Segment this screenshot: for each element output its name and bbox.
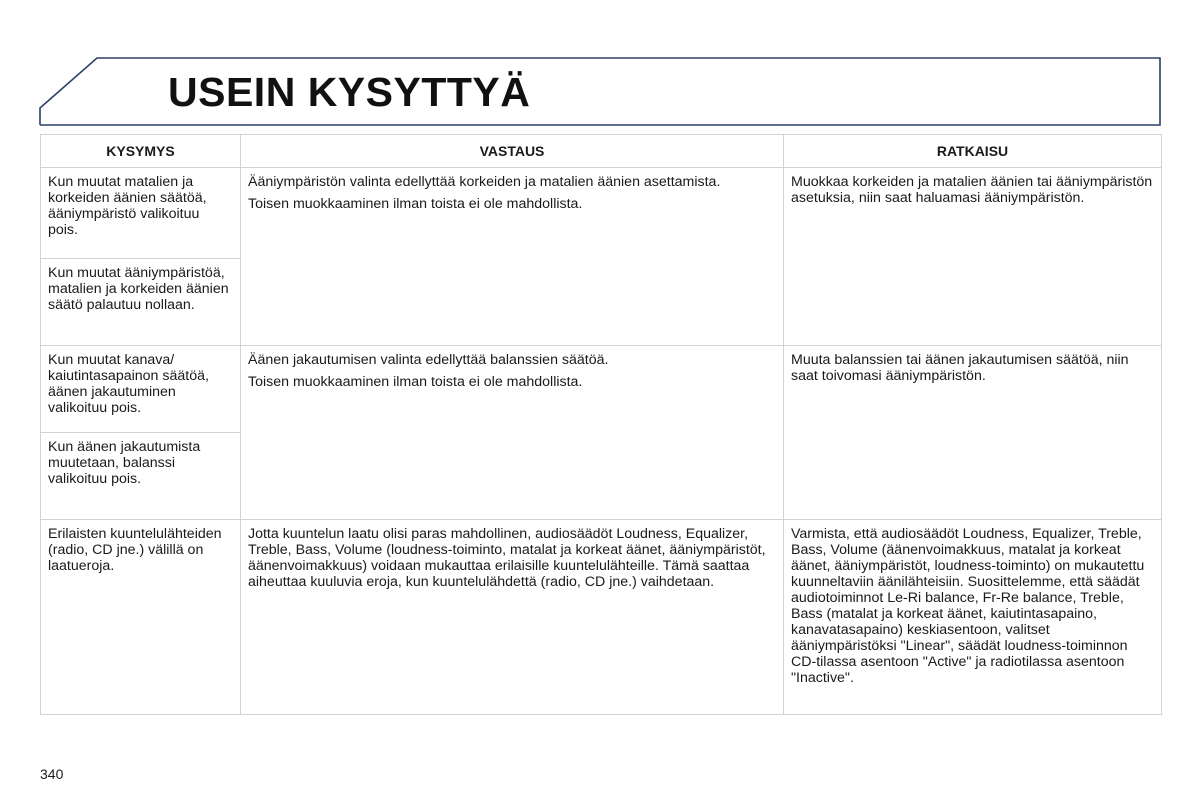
question-cell xyxy=(41,433,241,520)
table-row xyxy=(41,168,1162,259)
question-text: Kun äänen jakautumista muutetaan, balanssi valikoituu pois. xyxy=(48,439,201,487)
question-cell xyxy=(41,520,241,715)
question-text: Kun muutat kanava/ kaiutintasapainon säätöä, äänen jakautuminen valikoituu pois. xyxy=(48,352,209,416)
solution-text: Varmista, että audiosäädöt Loudness, Equalizer, Treble, Bass, Volume (äänenvoimakkuus, matalat ja korkeat äänet, ääniympäristöt, loudness-toiminto) on mukautettu kuunneltaviin äänilähteisiin. Suosittelemme, että säädät audiotoiminnot Le-Ri balance, Fr-Re balance, Treble, Bass (matalat ja korkeat äänet, kaiutintasapaino, kanavatasapaino) keskiasentoon, valitset ääniympäristöksi "Linear", säädät loudness-toiminnon CD-tilassa asentoon "Active" ja radiotilassa asentoon "Inactive". xyxy=(791,526,1145,686)
answer-cell xyxy=(241,520,784,715)
question-text: Erilaisten kuuntelulähteiden (radio, CD jne.) välillä on laatueroja. xyxy=(48,526,222,574)
answer-text: Toisen muokkaaminen ilman toista ei ole mahdollista. xyxy=(248,374,583,390)
question-text: Kun muutat matalien ja korkeiden äänien säätöä, ääniympäristö valikoituu pois. xyxy=(48,174,207,238)
faq-table xyxy=(40,134,1162,715)
column-header-solution: RATKAISU xyxy=(784,135,1162,168)
table-row xyxy=(41,346,1162,433)
page-number: 340 xyxy=(40,766,64,782)
answer-cell xyxy=(241,168,784,346)
solution-cell xyxy=(784,520,1162,715)
table-row xyxy=(41,520,1162,715)
solution-text: Muuta balanssien tai äänen jakautumisen säätöä, niin saat toivomasi ääniympäristön. xyxy=(791,352,1129,384)
answer-text: Toisen muokkaaminen ilman toista ei ole mahdollista. xyxy=(248,196,583,212)
column-header-answer: VASTAUS xyxy=(241,135,784,168)
page-title: USEIN KYSYTTYÄ xyxy=(168,69,531,115)
table-header-row xyxy=(41,135,1162,168)
solution-cell xyxy=(784,168,1162,346)
question-cell xyxy=(41,346,241,433)
question-text: Kun muutat ääniympäristöä, matalien ja korkeiden äänien säätö palautuu nollaan. xyxy=(48,265,229,313)
answer-cell xyxy=(241,346,784,520)
question-cell xyxy=(41,168,241,259)
answer-text: Äänen jakautumisen valinta edellyttää balanssien säätöä. xyxy=(248,352,609,368)
question-cell xyxy=(41,259,241,346)
solution-cell xyxy=(784,346,1162,520)
answer-text: Ääniympäristön valinta edellyttää korkeiden ja matalien äänien asettamista. xyxy=(248,174,721,190)
answer-text: Jotta kuuntelun laatu olisi paras mahdollinen, audiosäädöt Loudness, Equalizer, Treble, Bass, Volume (loudness-toiminto, matalat ja korkeat äänet, ääniympäristöt, äänenvoimakkuus) voidaan mukauttaa erilaisille kuuntelulähteille. Tämä saattaa aiheuttaa kuuluvia eroja, kun kuuntelulähdettä (radio, CD jne.) vaihdetaan. xyxy=(248,526,766,590)
solution-text: Muokkaa korkeiden ja matalien äänien tai ääniympäristön asetuksia, niin saat haluamasi ääniympäristön. xyxy=(791,174,1153,206)
column-header-question: KYSYMYS xyxy=(41,135,241,168)
